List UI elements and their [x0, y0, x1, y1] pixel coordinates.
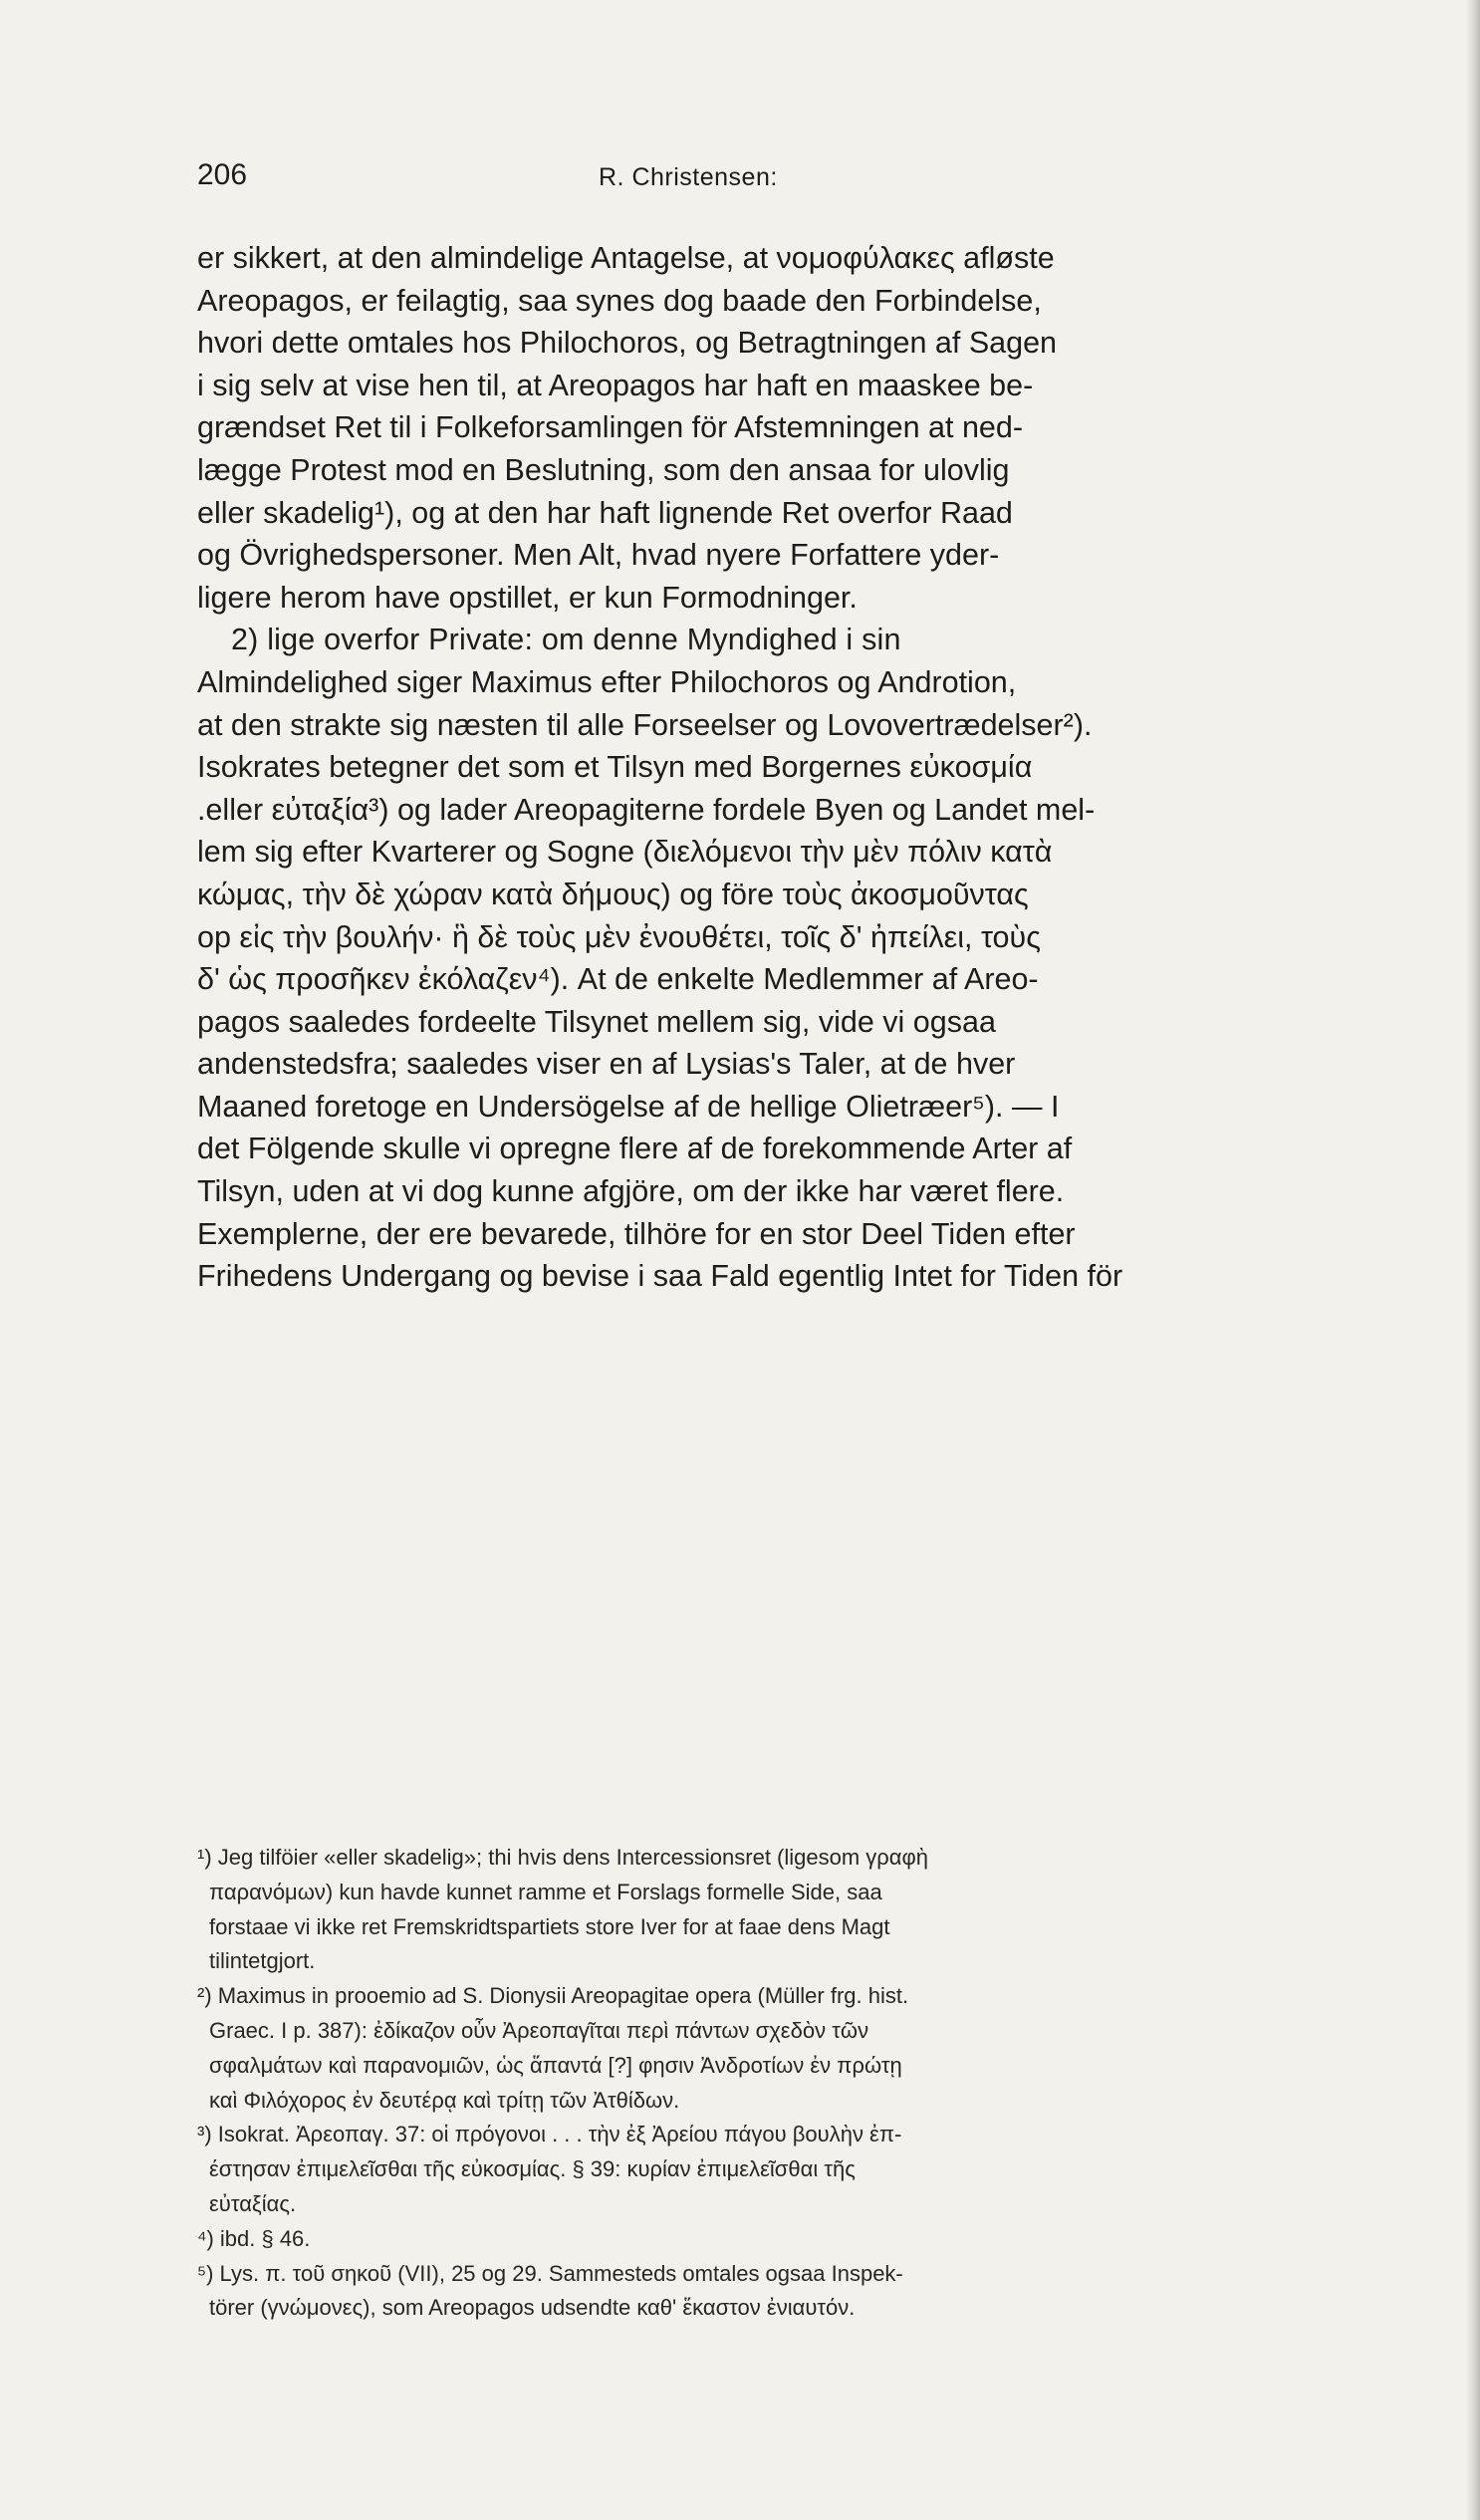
- footnote-line: ¹) Jeg tilföier «eller skadelig»; thi hvis dens Intercessionsret (ligesom γραφὴ: [197, 1845, 929, 1870]
- text-line: δ' ὡς προσῆκεν ἐκόλαζεν⁴). At de enkelte Medlemmer af Areo-: [197, 962, 1039, 997]
- footnote-line: tilintetgjort.: [209, 1948, 316, 1974]
- text-line: Exemplerne, der ere bevarede, tilhöre for en stor Deel Tiden efter: [197, 1216, 1076, 1251]
- text-line: Tilsyn, uden at vi dog kunne afgjöre, om der ikke har været flere.: [197, 1174, 1065, 1209]
- footnotes: [197, 1841, 1353, 2326]
- page-number: 206: [197, 158, 248, 191]
- main-text: [197, 237, 1353, 1298]
- text-line: pagos saaledes fordeelte Tilsynet mellem sig, vide vi ogsaa: [197, 1004, 996, 1039]
- text-line: at den strakte sig næsten til alle Forseelser og Lovovertrædelser²).: [197, 707, 1093, 742]
- footnote-line: ⁴) ibd. § 46.: [197, 2225, 311, 2251]
- section-heading-line: 2) lige overfor Private: om denne Myndighed i sin: [231, 623, 901, 657]
- footnote-line: έστησαν ἐπιμελεῖσθαι τῆς εὐκοσμίας. § 39: κυρίαν ἐπιμελεῖσθαι τῆς: [209, 2156, 856, 2182]
- text-line: Areopagos, er feilagtig, saa synes dog baade den Forbindelse,: [197, 283, 1042, 318]
- footnote-line: forstaae vi ikke ret Fremskridtspartiets store Iver for at faae dens Magt: [209, 1913, 890, 1939]
- text-line: Frihedens Undergang og bevise i saa Fald egentlig Intet for Tiden för: [197, 1259, 1123, 1294]
- text-line: og Övrighedspersoner. Men Alt, hvad nyere Forfattere yder-: [197, 538, 1000, 573]
- text-line: grændset Ret til i Folkeforsamlingen för Afstemningen at ned-: [197, 410, 1023, 445]
- text-line: Almindelighed siger Maximus efter Philochoros og Androtion,: [197, 664, 1017, 699]
- footnote-line: ⁵) Lys. π. τοῦ σηκοῦ (VII), 25 og 29. Sammesteds omtales ogsaa Inspek-: [197, 2260, 903, 2286]
- footnote-line: ³) Isokrat. Ἀρεοπαγ. 37: οἱ πρόγονοι . . . τὴν ἐξ Ἀρείου πάγου βουλὴν ἐπ-: [197, 2122, 902, 2147]
- text-line: andenstedsfra; saaledes viser en af Lysias's Taler, at de hver: [197, 1047, 1016, 1082]
- text-line: lægge Protest mod en Beslutning, som den ansaa for ulovlig: [197, 452, 1010, 487]
- text-line: er sikkert, at den almindelige Antagelse, at νομοφύλακες afløste: [197, 241, 1055, 275]
- text-line: lem sig efter Kvarterer og Sogne (διελόμενοι τὴν μὲν πόλιν κατὰ: [197, 835, 1053, 870]
- running-head: R. Christensen:: [599, 163, 778, 191]
- footnote-line: παρανόμων) kun havde kunnet ramme et Forslags formelle Side, saa: [209, 1879, 882, 1904]
- text-line: ligere herom have opstillet, er kun Formodninger.: [197, 580, 858, 615]
- page-edge-shadow: [1466, 0, 1480, 2520]
- footnote-line: καὶ Φιλόχορος ἐν δευτέρᾳ καὶ τρίτῃ τῶν Ἀτθίδων.: [209, 2087, 680, 2113]
- footnote-line: εὐταξίας.: [209, 2190, 297, 2216]
- page-header: [197, 155, 1353, 195]
- text-line: κώμας, τὴν δὲ χώραν κατὰ δήμους) og före τοὺς ἀκοσμοῦντας: [197, 877, 1029, 911]
- footnote-line: σφαλμάτων καὶ παρανομιῶν, ὡς ἅπαντά [?] φησιν Ἀνδροτίων ἐν πρώτῃ: [209, 2052, 902, 2078]
- text-line: Maaned foretoge en Undersögelse af de hellige Olietræer⁵). — I: [197, 1089, 1060, 1124]
- text-line: eller skadelig¹), og at den har haft lignende Ret overfor Raad: [197, 495, 1013, 530]
- text-line: hvori dette omtales hos Philochoros, og Betragtningen af Sagen: [197, 326, 1058, 361]
- footnote-line: Graec. I p. 387): ἐδίκαζον οὖν Ἀρεοπαγῖται περὶ πάντων σχεδὸν τῶν: [209, 2017, 869, 2043]
- text-line: i sig selv at vise hen til, at Areopagos har haft en maaskee be-: [197, 368, 1034, 402]
- text-line: Isokrates betegner det som et Tilsyn med Borgernes εὐκοσμία: [197, 750, 1033, 785]
- text-line: op εἰς τὴν βουλήν· ἣ δὲ τοὺς μὲν ἐνουθέτει, τοῖς δ' ἠπείλει, τοὺς: [197, 919, 1041, 954]
- footnote-line: törer (γνώμονες), som Areopagos udsendte καθ' ἕκαστον ἐνιαυτόν.: [209, 2295, 856, 2321]
- text-line: .eller εὐταξία³) og lader Areopagiterne fordele Byen og Landet mel-: [197, 792, 1096, 827]
- footnote-line: ²) Maximus in prooemio ad S. Dionysii Areopagitae opera (Müller frg. hist.: [197, 1983, 909, 2009]
- text-line: det Fölgende skulle vi opregne flere af de forekommende Arter af: [197, 1132, 1073, 1166]
